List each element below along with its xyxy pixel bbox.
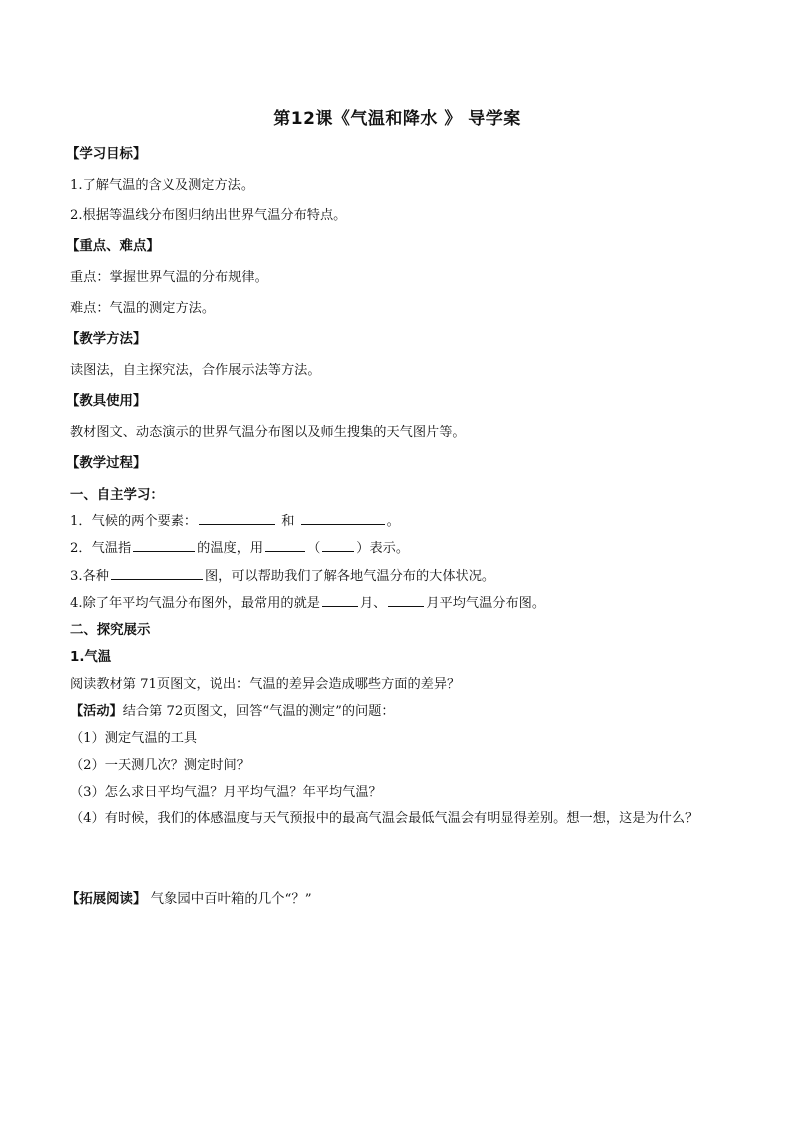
answer-blank-climate-element-1[interactable] [199,510,275,525]
page-title: 第12课《气温和降水 》 导学案 [273,109,521,129]
question-2: 2．气温指 的温度，用 （ ）表示。 [70,537,750,560]
objectives-heading: 【学习目标】 [66,147,147,162]
answer-blank-month-1[interactable] [322,592,358,607]
question-4: 4.除了年平均气温分布图外，最常用的就是 月、 月平均气温分布图。 [70,592,750,615]
answer-blank-unit-symbol[interactable] [322,537,354,552]
tools-text: 教材图文、动态演示的世界气温分布图以及师生搜集的天气图片等。 [70,425,466,440]
objective-item-2: 2.根据等温线分布图归纳出世界气温分布特点。 [70,208,347,223]
key-points-heading: 【重点、难点】 [66,239,160,254]
activity-question-1: （1）测定气温的工具 [70,731,198,746]
key-point-item-2: 难点：气温的测定方法。 [70,301,216,316]
tools-heading: 【教具使用】 [66,394,147,409]
read-textbook-text: 阅读教材第 71页图文，说出：气温的差异会造成哪些方面的差异？ [70,677,461,692]
activity-line [70,701,750,723]
methods-text: 读图法，自主探究法，合作展示法等方法。 [70,363,321,378]
activity-question-4: （4）有时候，我们的体感温度与天气预报中的最高气温会最低气温会有明显得差别。想一想，这是为什么？ [70,811,699,826]
extended-reading-heading: 【拓展阅读】 [66,892,147,907]
self-study-heading: 一、自主学习： [70,488,164,503]
process-heading: 【教学过程】 [66,456,147,471]
activity-text: 结合第 72页图文，回答“气温的测定”的问题： [122,704,395,719]
explore-heading: 二、探究展示 [70,623,151,638]
extended-reading-text: 气象园中百叶箱的几个“？” [146,892,312,907]
objective-item-1: 1.了解气温的含义及测定方法。 [70,178,255,193]
subsection-temperature: 1.气温 [70,650,112,665]
extended-reading [66,889,312,911]
answer-blank-unit-name[interactable] [265,537,305,552]
methods-heading: 【教学方法】 [66,332,147,347]
activity-label: 【活动】 [70,704,123,719]
answer-blank-month-2[interactable] [388,592,424,607]
activity-question-2: （2）一天测几次？测定时间？ [70,758,250,773]
answer-blank-temperature-def[interactable] [133,537,195,552]
question-3: 3.各种 图，可以帮助我们了解各地气温分布的大体状况。 [70,565,750,588]
question-1: 1．气候的两个要素： 和 。 [70,510,750,533]
answer-blank-climate-element-2[interactable] [301,510,385,525]
activity-question-3: （3）怎么求日平均气温？月平均气温？年平均气温？ [70,785,382,800]
key-point-item-1: 重点：掌握世界气温的分布规律。 [70,270,268,285]
answer-blank-map-type[interactable] [111,565,203,580]
